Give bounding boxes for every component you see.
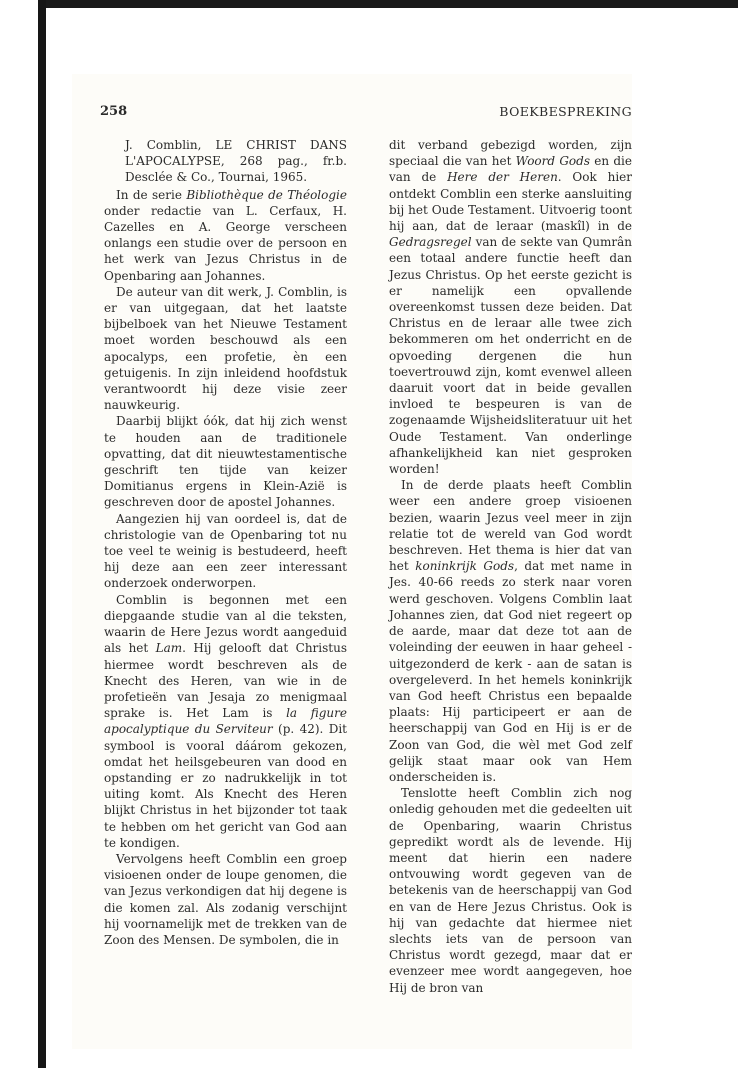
paragraph: Aangezien hij van oordeel is, dat de christologie van de Openbaring tot nu toe veel te weinig is bestudeerd, heeft hij deze aan een zeer interessant onderzoek onderworpen. <box>104 511 347 591</box>
scan-border-top <box>38 0 738 8</box>
paragraph: Daarbij blijkt óók, dat hij zich wenst te houden aan de traditionele opvatting, dat dit nieuwtestamentische geschrift ten tijde van keizer Domitianus ergens in Klein-Azië is geschreven door de apostel Johannes. <box>104 414 347 510</box>
scan-border-left <box>38 0 46 1068</box>
paragraph: Tenslotte heeft Comblin zich nog onledig gehouden met die gedeelten uit de Openbaring, waarin Christus gepredikt wordt als de levende. Hij meent dat hierin een nadere ontvouwing wordt gegeven van de betekenis van de heerschappij van God en van de Here Jezus Christus. Ook is hij van gedachte dat hiermee niet slechts iets van de persoon van Christus wordt gezegd, maar dat er evenzeer mee wordt aangegeven, hoe Hij de bron van <box>389 786 632 995</box>
page <box>72 74 632 1049</box>
left-column <box>104 137 347 948</box>
paragraph: Comblin is begonnen met een diepgaande studie van al die teksten, waarin de Here Jezus wordt aangeduid als het Lam. Hij gelooft dat Christus hiermee wordt beschreven als de Knecht des Heren, van wie in de profetieën van Jesaja zo menigmaal sprake is. Het Lam is la figure apocalyptique du Serviteur (p. 42). Dit symbool is vooral dáárom gekozen, omdat het heilsgebeuren van dood en opstanding er zo nadrukkelijk in tot uiting komt. Als Knecht des Heren blijkt Christus in het bijzonder tot taak te hebben om het gericht van God aan te kondigen. <box>104 592 347 850</box>
page-number: 258 <box>100 104 128 119</box>
book-reference: J. Comblin, LE CHRIST DANS L'APOCALYPSE, 268 pag., fr.b. Desclée & Co., Tournai, 1965. <box>125 138 347 185</box>
paragraph: De auteur van dit werk, J. Comblin, is er van uitgegaan, dat het laatste bijbelboek van het Nieuwe Testament moet worden beschouwd als een apocalyps, een profetie, èn een getuigenis. In zijn inleidend hoofdstuk verantwoordt hij deze visie zeer nauwkeurig. <box>104 284 347 413</box>
paragraph: dit verband gebezigd worden, zijn speciaal die van het Woord Gods en die van de Here der Heren. Ook hier ontdekt Comblin een sterke aansluiting bij het Oude Testament. Uitvoerig toont hij aan, dat de leraar (maskîl) in de Gedragsregel van de sekte van Qumrân een totaal andere functie heeft dan Jezus Christus. Op het eerste gezicht is er namelijk een opvallende overeenkomst tussen deze beiden. Dat Christus en de leraar alle twee zich bekommeren om het onderricht en de opvoeding dergenen die hun toevertrouwd zijn, komt evenwel alleen daaruit voort dat in beide gevallen invloed te bespeuren is van de zogenaamde Wijsheidsliteratuur uit het Oude Testament. Van onderlinge afhankelijkheid kan niet gesproken worden! <box>389 138 632 477</box>
paragraph: Vervolgens heeft Comblin een groep visioenen onder de loupe genomen, die van Jezus verkondigen dat hij degene is die komen zal. Als zodanig verschijnt hij voornamelijk met de trekken van de Zoon des Mensen. De symbolen, die in <box>104 851 347 947</box>
paragraph: In de serie Bibliothèque de Théologie onder redactie van L. Cerfaux, H. Cazelles en A. George verscheen onlangs een studie over de persoon en het werk van Jezus Christus in de Openbaring aan Johannes. <box>104 187 347 283</box>
paragraph: In de derde plaats heeft Comblin weer een andere groep visioenen bezien, waarin Jezus veel meer in zijn relatie tot de wereld van God wordt beschreven. Het thema is hier dat van het koninkrijk Gods, dat met name in Jes. 40-66 reeds zo sterk naar voren werd geschoven. Volgens Comblin laat Johannes zien, dat God niet regeert op de aarde, maar dat deze tot aan de voleinding der eeuwen in haar geheel - uitgezonderd de kerk - aan de satan is overgeleverd. In het hemels koninkrijk van God heeft Christus een bepaalde plaats: Hij participeert er aan de heerschappij van God en Hij is er de Zoon van God, die wèl met God zelf gelijk staat maar ook van Hem onderscheiden is. <box>389 478 633 784</box>
running-header: BOEKBESPREKING <box>499 104 632 119</box>
right-column <box>389 137 632 996</box>
